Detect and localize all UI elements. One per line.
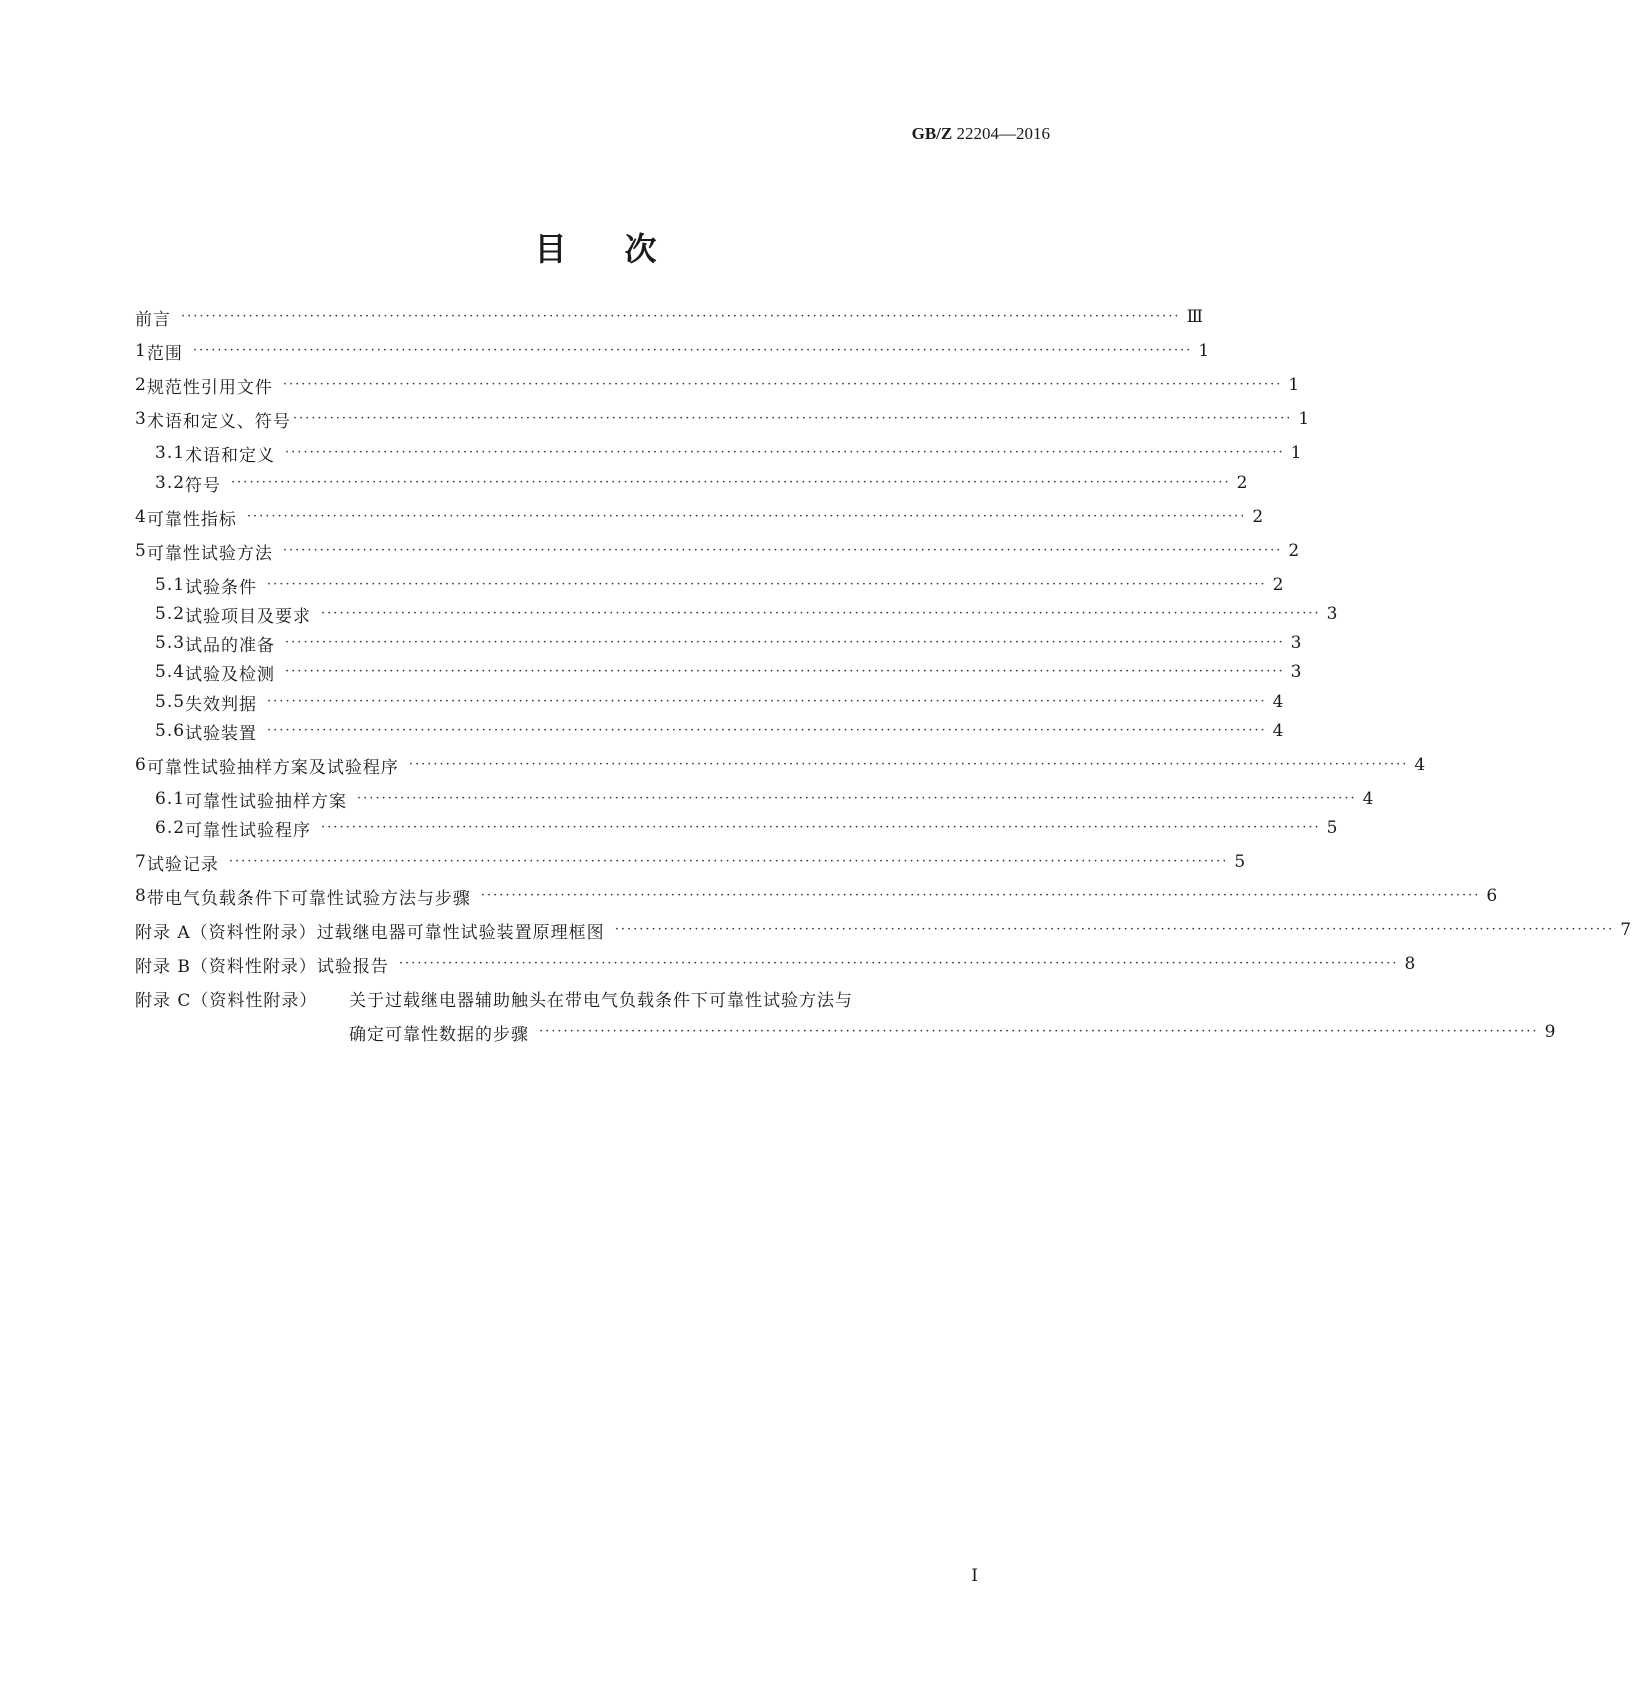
- toc-entry-title: 确定可靠性数据的步骤: [349, 1024, 529, 1045]
- toc-dot-leader: ···································································································································································: [408, 757, 1409, 772]
- toc-entry-title: 过载继电器可靠性试验装置原理框图: [316, 922, 605, 943]
- toc-entry[interactable]: [155, 602, 1339, 627]
- toc-entry[interactable]: [155, 660, 1303, 685]
- toc-entry-title: 可靠性试验抽样方案: [185, 791, 348, 812]
- toc-entry-title: 试验装置: [185, 723, 258, 744]
- toc-entry-number: 6: [135, 755, 147, 775]
- toc-entry[interactable]: [155, 690, 1285, 715]
- toc-entry-page: 2: [1288, 541, 1301, 561]
- toc-entry[interactable]: [155, 631, 1303, 656]
- toc-entry-number: 5.2: [155, 604, 186, 624]
- toc-entry-page: 8: [1404, 954, 1417, 974]
- toc-dot-leader: ···································································································································································: [267, 694, 1267, 709]
- toc-dot-leader: ···································································································································································: [267, 723, 1267, 738]
- toc-entry-number: 7: [135, 852, 147, 872]
- toc-dot-leader: ···································································································································································: [228, 854, 1229, 869]
- toc-entry-page: 2: [1272, 575, 1285, 595]
- toc-entry-number: 5.4: [155, 662, 186, 682]
- toc-entry-number: 5.6: [155, 721, 186, 741]
- toc-entry-page: 6: [1486, 886, 1499, 906]
- toc-dot-leader: ···································································································································································: [480, 888, 1481, 903]
- toc-entry-page: 3: [1290, 662, 1303, 682]
- toc-entry-page: 7: [1620, 920, 1632, 940]
- toc-entry-title: 可靠性试验抽样方案及试验程序: [146, 757, 399, 778]
- toc-entry-title: 试验记录: [146, 854, 219, 875]
- toc-entry-page: Ⅲ: [1186, 307, 1204, 327]
- toc-entry-title: 范围: [146, 343, 183, 364]
- toc-entry-title: 试验及检测: [185, 664, 276, 685]
- toc-entry-page: 4: [1272, 721, 1285, 741]
- toc-entry-number: 3.2: [155, 473, 186, 493]
- toc-entry-page: 2: [1236, 473, 1249, 493]
- toc-entry[interactable]: [155, 441, 1303, 466]
- toc-entry-title: 带电气负载条件下可靠性试验方法与步骤: [146, 888, 471, 909]
- toc-entry-title: 试品的准备: [185, 635, 276, 656]
- toc-entry-title: 试验项目及要求: [185, 606, 312, 627]
- toc-entry[interactable]: [135, 339, 1211, 364]
- toc-entry[interactable]: [135, 884, 1499, 909]
- toc-entry-number: 1: [135, 341, 147, 361]
- toc-dot-leader: ···································································································································································: [282, 377, 1283, 392]
- toc-entry-title: 术语和定义: [185, 445, 276, 466]
- standard-code: [912, 124, 1050, 144]
- page-title: 目次: [534, 230, 715, 268]
- toc-entry[interactable]: [135, 753, 1427, 778]
- toc-entry-title: 可靠性试验方法: [146, 543, 273, 564]
- toc-dot-leader: ···································································································································································: [321, 606, 1321, 621]
- toc-entry-page: 3: [1326, 604, 1339, 624]
- toc-entry-number: 附录 C（资料性附录）: [135, 990, 318, 1011]
- toc-dot-leader: ···································································································································································: [267, 577, 1267, 592]
- toc-dot-leader: ···································································································································································: [285, 664, 1285, 679]
- page-number: I: [971, 1566, 978, 1586]
- toc-entry-page: 2: [1252, 507, 1265, 527]
- toc-entry[interactable]: [135, 407, 1311, 432]
- toc-dot-leader: ···································································································································································: [292, 411, 1293, 426]
- toc-entry-page: 3: [1290, 633, 1303, 653]
- toc-entry-number: 3: [135, 409, 147, 429]
- toc-entry[interactable]: [135, 539, 1301, 564]
- toc-dot-leader: ···································································································································································: [357, 791, 1357, 806]
- toc-dot-leader: ···································································································································································: [181, 309, 1181, 324]
- toc-entry-page: 4: [1362, 789, 1375, 809]
- standard-code-prefix: GB/Z: [911, 124, 953, 143]
- toc-entry-title: 试验条件: [185, 577, 258, 598]
- toc-entry-page: 4: [1272, 692, 1285, 712]
- toc-entry-title: 前言: [135, 309, 171, 330]
- toc-entry[interactable]: [155, 471, 1249, 496]
- toc-entry-page: 5: [1326, 818, 1339, 838]
- toc-entry-number: 附录 B（资料性附录）: [135, 956, 317, 977]
- toc-entry-page: 4: [1414, 755, 1427, 775]
- toc-entry[interactable]: [155, 787, 1375, 812]
- toc-entry-page: 1: [1298, 409, 1311, 429]
- toc-dot-leader: ···································································································································································: [321, 820, 1321, 835]
- toc-entry[interactable]: [135, 505, 1265, 530]
- toc-entry-appendix-a[interactable]: [135, 918, 1632, 943]
- toc-entry[interactable]: [155, 719, 1285, 744]
- toc-entry-appendix-c-continued[interactable]: [349, 1020, 1557, 1045]
- toc-entry-number: 5.1: [155, 575, 186, 595]
- toc-entry-page: 5: [1234, 852, 1247, 872]
- toc-entry-number: 2: [135, 375, 147, 395]
- toc-entry-title: 规范性引用文件: [146, 377, 273, 398]
- toc-entry-page: 9: [1544, 1022, 1557, 1042]
- toc-dot-leader: ···································································································································································: [282, 543, 1283, 558]
- toc-entry-appendix-b[interactable]: [135, 952, 1417, 977]
- toc-dot-leader: ···································································································································································: [246, 509, 1247, 524]
- toc-entry-title: 失效判据: [185, 694, 258, 715]
- toc-entry[interactable]: [155, 816, 1339, 841]
- toc-dot-leader: ···································································································································································: [285, 445, 1285, 460]
- toc-entry-title: 符号: [185, 475, 222, 496]
- toc-entry-title: 可靠性试验程序: [185, 820, 312, 841]
- toc-dot-leader: ···································································································································································: [192, 343, 1193, 358]
- toc-entry-number: 5.5: [155, 692, 186, 712]
- toc-entry-number: 6.2: [155, 818, 186, 838]
- toc-entry-title: 关于过载继电器辅助触头在带电气负载条件下可靠性试验方法与: [349, 990, 853, 1011]
- toc-dot-leader: ···································································································································································: [231, 475, 1231, 490]
- toc-entry[interactable]: [155, 573, 1285, 598]
- toc-entry-number: 附录 A（资料性附录）: [135, 922, 317, 943]
- toc-entry-number: 6.1: [155, 789, 186, 809]
- toc-entry-number: 3.1: [155, 443, 186, 463]
- standard-code-number: 22204—2016: [956, 124, 1050, 143]
- toc-entry-title: 术语和定义、符号: [146, 411, 291, 432]
- toc-entry-page: 1: [1288, 375, 1301, 395]
- toc-entry-title: 可靠性指标: [146, 509, 237, 530]
- toc-entry-number: 8: [135, 886, 147, 906]
- toc-dot-leader: ···································································································································································: [539, 1024, 1539, 1039]
- toc-entry-number: 4: [135, 507, 147, 527]
- toc-entry-number: 5: [135, 541, 147, 561]
- toc-entry-page: 1: [1198, 341, 1211, 361]
- toc-entry-number: 5.3: [155, 633, 186, 653]
- toc-dot-leader: ···································································································································································: [614, 922, 1615, 937]
- toc-entry-page: 1: [1290, 443, 1303, 463]
- toc-entry[interactable]: [135, 850, 1247, 875]
- toc-entry-title: 试验报告: [316, 956, 389, 977]
- toc-dot-leader: ···································································································································································: [398, 956, 1399, 971]
- toc-dot-leader: ···································································································································································: [285, 635, 1285, 650]
- toc-entry[interactable]: [135, 373, 1301, 398]
- toc-entry-appendix-c[interactable]: [135, 986, 1050, 1010]
- toc-entry-foreword[interactable]: [135, 305, 1204, 330]
